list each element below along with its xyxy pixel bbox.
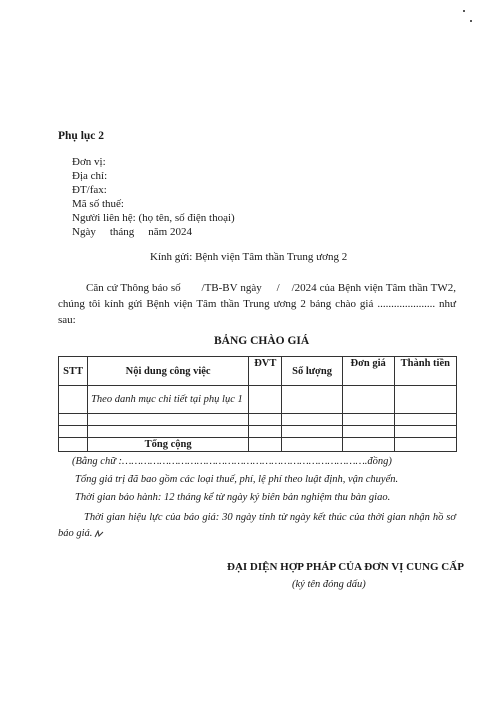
intro-paragraph: Căn cứ Thông báo số /TB-BV ngày / /2024 của Bệnh viện Tâm thần TW2, chúng tôi kính gửi Bệnh viện Tâm thần Trung ương 2 bảng chào giá ..................... như sau: xyxy=(58,282,459,326)
recipient-line: Kính gửi: Bệnh viện Tâm thần Trung ương 2 xyxy=(150,251,348,263)
date-day: Ngày xyxy=(72,226,96,238)
table-row xyxy=(59,386,457,414)
row-content: Theo danh mục chi tiết tại phụ lục 1 xyxy=(88,386,249,414)
total-label: Tổng cộng xyxy=(88,438,249,452)
header-unit: ĐVT xyxy=(249,357,282,386)
table-total-row xyxy=(59,438,457,452)
table-row xyxy=(59,426,457,438)
header-stt: STT xyxy=(59,357,88,386)
phone-fax-field: ĐT/fax: xyxy=(72,184,107,196)
table-row xyxy=(59,414,457,426)
contact-field: Người liên hệ: (họ tên, số điện thoại) xyxy=(72,212,235,224)
unit-field: Đơn vị: xyxy=(72,156,106,168)
scan-speck xyxy=(470,20,472,22)
signature-title: ĐẠI DIỆN HỢP PHÁP CỦA ĐƠN VỊ CUNG CẤP xyxy=(227,561,464,573)
scan-speck xyxy=(463,10,465,12)
header-quantity: Số lượng xyxy=(282,357,342,386)
signature-subtitle: (ký tên đóng dấu) xyxy=(292,579,366,590)
header-unit-price: Đơn giá xyxy=(342,357,394,386)
appendix-title: Phụ lục 2 xyxy=(58,130,105,142)
tax-code-field: Mã số thuế: xyxy=(72,198,124,210)
table-title: BẢNG CHÀO GIÁ xyxy=(214,335,310,347)
address-field: Địa chỉ: xyxy=(72,170,108,182)
table-header-row xyxy=(59,357,457,386)
date-year: năm 2024 xyxy=(148,226,192,238)
validity-note: Thời gian hiệu lực của báo giá: 30 ngày tính từ ngày kết thúc của thời gian nhận hồ sơ báo giá. xyxy=(58,512,456,539)
header-amount: Thành tiền xyxy=(394,357,456,386)
initial-mark-icon xyxy=(94,530,104,538)
quote-table xyxy=(58,356,457,452)
amount-in-words: (Bằng chữ :…………………………………………………………………….đồng) xyxy=(72,456,392,467)
date-line xyxy=(72,226,192,238)
header-content: Nội dung công việc xyxy=(88,357,249,386)
tax-note: Tổng giá trị đã bao gồm các loại thuế, phí, lệ phí theo luật định, vận chuyển. xyxy=(75,474,399,485)
date-month: tháng xyxy=(109,226,135,238)
warranty-note: Thời gian bảo hành: 12 tháng kể từ ngày ký biên bản nghiệm thu bàn giao. xyxy=(75,492,391,503)
